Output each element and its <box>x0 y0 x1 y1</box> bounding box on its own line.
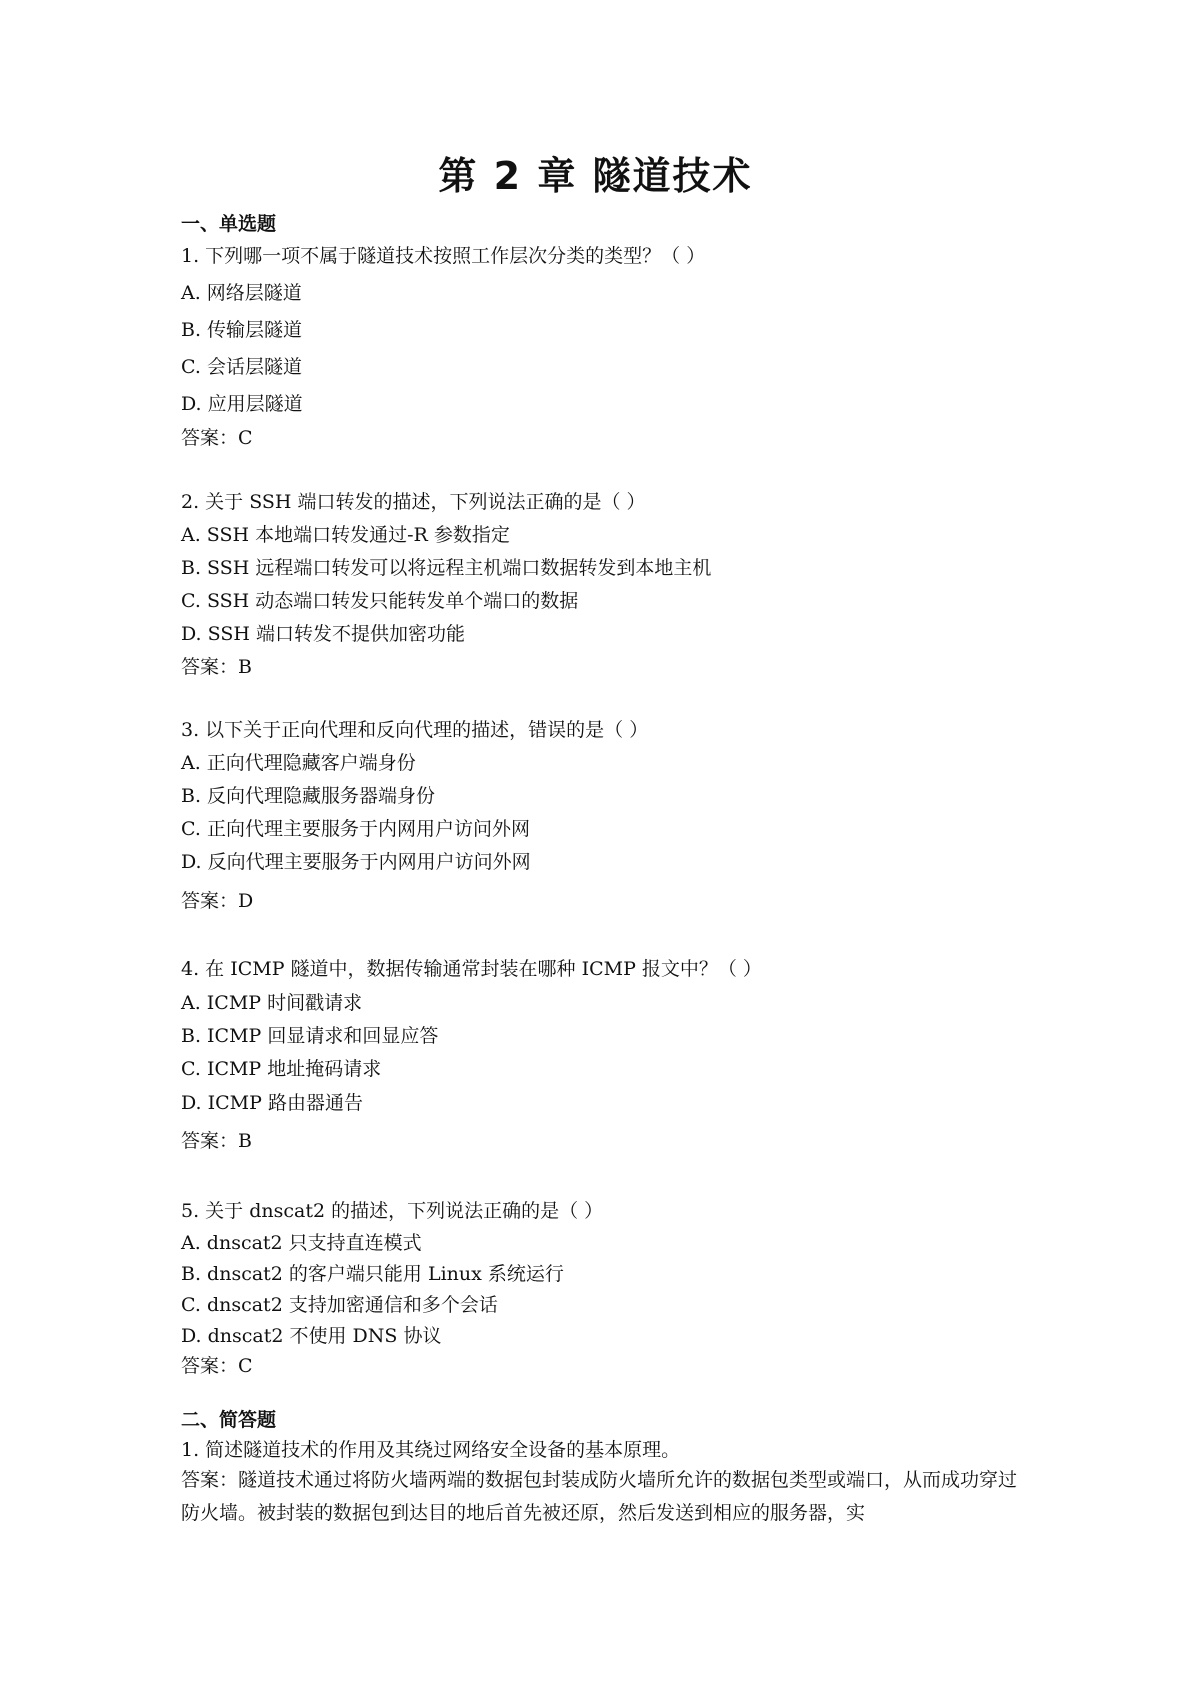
answer: 答案：C <box>181 427 253 449</box>
answer: 答案：D <box>181 890 254 912</box>
option-d: D. SSH 端口转发不提供加密功能 <box>181 623 465 645</box>
option-d: D. 反向代理主要服务于内网用户访问外网 <box>181 851 531 873</box>
option-b: B. 传输层隧道 <box>181 319 303 341</box>
option-d: D. ICMP 路由器通告 <box>181 1092 363 1114</box>
question-stem: 5. 关于 dnscat2 的描述，下列说法正确的是（ ） <box>181 1200 604 1222</box>
option-c: C. SSH 动态端口转发只能转发单个端口的数据 <box>181 590 579 612</box>
option-c: C. 正向代理主要服务于内网用户访问外网 <box>181 818 530 840</box>
option-c: C. dnscat2 支持加密通信和多个会话 <box>181 1294 498 1316</box>
option-b: B. SSH 远程端口转发可以将远程主机端口数据转发到本地主机 <box>181 557 712 579</box>
question-stem: 1. 下列哪一项不属于隧道技术按照工作层次分类的类型？（ ） <box>181 245 706 267</box>
question-stem: 1. 简述隧道技术的作用及其绕过网络安全设备的基本原理。 <box>181 1439 681 1461</box>
option-c: C. 会话层隧道 <box>181 356 302 378</box>
option-a: A. SSH 本地端口转发通过-R 参数指定 <box>181 524 510 546</box>
option-d: D. dnscat2 不使用 DNS 协议 <box>181 1325 442 1347</box>
question-stem: 4. 在 ICMP 隧道中，数据传输通常封装在哪种 ICMP 报文中？（ ） <box>181 958 762 980</box>
option-a: A. 正向代理隐藏客户端身份 <box>181 752 416 774</box>
answer: 答案：C <box>181 1355 253 1377</box>
option-b: B. 反向代理隐藏服务器端身份 <box>181 785 436 807</box>
answer: 答案：B <box>181 656 252 678</box>
option-d: D. 应用层隧道 <box>181 393 303 415</box>
option-b: B. dnscat2 的客户端只能用 Linux 系统运行 <box>181 1263 564 1285</box>
option-c: C. ICMP 地址掩码请求 <box>181 1058 382 1080</box>
question-stem: 2. 关于 SSH 端口转发的描述，下列说法正确的是（ ） <box>181 491 646 513</box>
section-heading-single-choice: 一、单选题 <box>181 213 277 235</box>
answer: 答案：B <box>181 1130 252 1152</box>
option-a: A. ICMP 时间戳请求 <box>181 992 363 1014</box>
option-a: A. 网络层隧道 <box>181 282 302 304</box>
option-a: A. dnscat2 只支持直连模式 <box>181 1232 422 1254</box>
question-stem: 3. 以下关于正向代理和反向代理的描述，错误的是（ ） <box>181 719 649 741</box>
answer-paragraph: 答案：隧道技术通过将防火墙两端的数据包封装成防火墙所允许的数据包类型或端口，从而成功穿过防火墙。被封装的数据包到达目的地后首先被还原，然后发送到相应的服务器，实 <box>181 1469 1018 1524</box>
section-heading-short-answer: 二、简答题 <box>181 1409 277 1431</box>
option-b: B. ICMP 回显请求和回显应答 <box>181 1025 439 1047</box>
chapter-title: 第 2 章 隧道技术 <box>438 154 753 198</box>
